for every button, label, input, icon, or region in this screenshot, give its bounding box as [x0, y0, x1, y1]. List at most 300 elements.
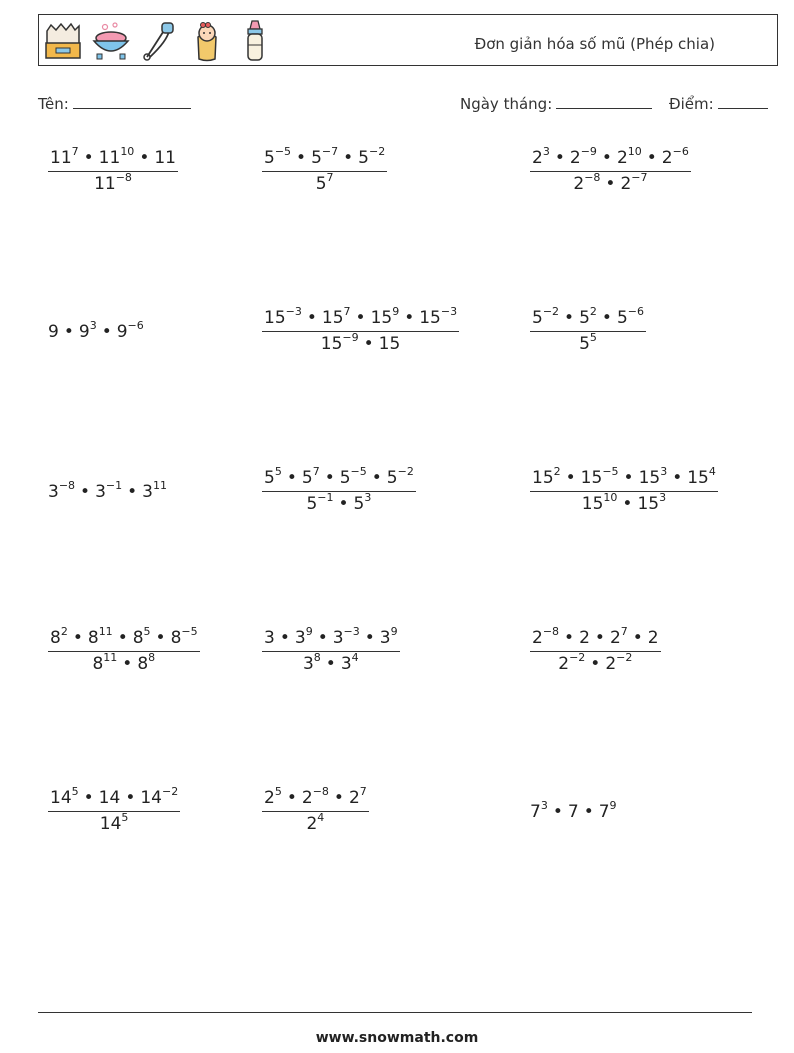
base: 7 [530, 802, 541, 822]
safety-pin-icon [139, 19, 179, 63]
exponent: 9 [392, 305, 400, 318]
power-term [264, 628, 275, 648]
multiply-dot: • [646, 148, 657, 168]
base: 2 [306, 814, 318, 834]
power-term [358, 145, 386, 168]
base: 5 [315, 174, 327, 194]
power-term [579, 331, 597, 354]
exponent: 3 [364, 491, 372, 504]
score-label: Điểm: [669, 95, 714, 113]
power-term [532, 465, 561, 488]
exponent: 3 [540, 799, 548, 812]
power-term [264, 305, 302, 328]
multiply-dot: • [325, 654, 336, 674]
exponent: 5 [274, 465, 282, 478]
base: 5 [306, 494, 318, 514]
exponent: −1 [105, 479, 123, 492]
expression [264, 625, 398, 648]
problem-item [48, 319, 144, 342]
tissue-box-icon [43, 19, 83, 63]
power-term [348, 785, 367, 808]
power-term [301, 465, 320, 488]
expression [532, 625, 659, 648]
power-term [264, 145, 292, 168]
power-term [379, 334, 401, 354]
exponent: −5 [602, 465, 619, 478]
multiply-dot: • [155, 628, 166, 648]
problem-item [48, 145, 178, 194]
base: 15 [581, 494, 604, 514]
exponent: 7 [620, 625, 628, 638]
problem-item [262, 145, 387, 194]
exponent: 5 [274, 785, 282, 798]
power-term [302, 651, 321, 674]
multiply-dot: • [404, 308, 415, 328]
base: 2 [348, 788, 360, 808]
base: 14 [98, 788, 121, 808]
numerator [262, 785, 369, 812]
exponent: −5 [350, 465, 367, 478]
base: 3 [95, 482, 106, 502]
power-term [569, 145, 597, 168]
exponent: 9 [390, 625, 398, 638]
power-term [87, 625, 113, 648]
exponent: −2 [616, 651, 633, 664]
exponent: −7 [631, 171, 648, 184]
exponent: 7 [71, 145, 79, 158]
power-term [661, 145, 689, 168]
multiply-dot: • [552, 802, 563, 822]
power-term [532, 305, 560, 328]
date-field [460, 93, 652, 113]
exponent: 4 [351, 651, 359, 664]
multiply-dot: • [117, 628, 128, 648]
multiply-dot: • [317, 628, 328, 648]
score-blank[interactable] [718, 93, 768, 109]
multiply-dot: • [279, 628, 290, 648]
expression [92, 651, 156, 674]
expression [48, 319, 144, 342]
base: 15 [321, 308, 344, 328]
exponent: 8 [148, 651, 156, 664]
power-term [648, 628, 659, 648]
base: 3 [302, 654, 314, 674]
exponent: 4 [317, 811, 325, 824]
multiply-dot: • [601, 308, 612, 328]
denominator [530, 652, 661, 674]
base: 2 [609, 628, 621, 648]
multiply-dot: • [83, 788, 94, 808]
power-term [616, 145, 642, 168]
power-term [616, 305, 644, 328]
base: 5 [264, 468, 275, 488]
multiply-dot: • [122, 654, 133, 674]
fraction [262, 305, 459, 354]
power-term [579, 305, 597, 328]
exponent: −2 [368, 145, 386, 158]
expression [94, 171, 132, 194]
name-label: Tên: [38, 95, 69, 113]
multiply-dot: • [343, 148, 354, 168]
numerator [262, 145, 387, 172]
base: 8 [132, 628, 144, 648]
numerator [530, 145, 691, 172]
score-field [669, 93, 768, 113]
expression [302, 651, 359, 674]
base: 11 [154, 148, 176, 168]
base: 15 [687, 468, 709, 488]
base: 7 [567, 802, 579, 822]
name-blank[interactable] [73, 93, 191, 109]
fraction [530, 305, 646, 354]
base: 5 [532, 308, 543, 328]
base: 3 [340, 654, 352, 674]
denominator [262, 492, 416, 514]
power-term [94, 171, 132, 194]
fraction [530, 465, 718, 514]
multiply-dot: • [590, 654, 601, 674]
exponent: −1 [317, 491, 334, 504]
expression [530, 799, 617, 822]
power-term [170, 625, 198, 648]
base: 3 [294, 628, 306, 648]
power-term [609, 625, 628, 648]
numerator [48, 145, 178, 172]
exponent: 10 [603, 491, 618, 504]
base: 15 [580, 468, 603, 488]
numerator [262, 465, 416, 492]
power-term [264, 785, 282, 808]
exponent: 5 [121, 811, 129, 824]
exponent: 2 [553, 465, 561, 478]
base: 2 [573, 174, 585, 194]
base: 11 [98, 148, 121, 168]
exponent: 3 [659, 491, 667, 504]
power-term [532, 625, 560, 648]
exponent: 9 [305, 625, 313, 638]
exponent: −7 [321, 145, 339, 158]
expression [50, 145, 176, 168]
exponent: 5 [143, 625, 151, 638]
base: 3 [142, 482, 153, 502]
multiply-dot: • [623, 468, 634, 488]
exponent: 7 [326, 171, 334, 184]
exponent: −8 [542, 625, 560, 638]
power-term [140, 785, 179, 808]
expression [532, 145, 689, 168]
multiply-dot: • [306, 308, 317, 328]
exponent: −2 [397, 465, 414, 478]
power-term [132, 625, 151, 648]
base: 5 [386, 468, 398, 488]
exponent: 11 [98, 625, 113, 638]
base: 8 [87, 628, 99, 648]
exponent: −5 [274, 145, 292, 158]
worksheet-header [38, 14, 778, 66]
multiply-dot: • [338, 494, 349, 514]
numerator [48, 625, 200, 652]
expression [532, 465, 716, 488]
expression [306, 811, 325, 834]
problem-item [262, 465, 416, 514]
power-term [301, 785, 329, 808]
exponent: −8 [584, 171, 601, 184]
power-term [598, 799, 617, 822]
power-term [48, 322, 59, 342]
multiply-dot: • [101, 322, 112, 342]
expression [558, 651, 633, 674]
base: 3 [332, 628, 344, 648]
base: 3 [379, 628, 391, 648]
multiply-dot: • [601, 148, 612, 168]
base: 15 [378, 334, 401, 354]
date-blank[interactable] [556, 93, 652, 109]
base: 8 [137, 654, 149, 674]
expression [306, 491, 372, 514]
fraction [262, 625, 400, 674]
multiply-dot: • [554, 148, 565, 168]
power-term [98, 145, 135, 168]
base: 5 [311, 148, 322, 168]
exponent: −8 [58, 479, 76, 492]
numerator [530, 625, 661, 652]
exponent: 11 [103, 651, 118, 664]
multiply-dot: • [594, 628, 605, 648]
base: 7 [598, 802, 610, 822]
power-term [353, 491, 372, 514]
denominator [262, 332, 459, 354]
base: 2 [569, 148, 581, 168]
power-term [99, 811, 129, 834]
base: 15 [320, 334, 343, 354]
problem-item [48, 479, 167, 502]
base: 15 [264, 308, 286, 328]
base: 11 [50, 148, 72, 168]
base: 5 [353, 494, 365, 514]
multiply-dot: • [286, 788, 297, 808]
fraction [48, 785, 180, 834]
base: 9 [78, 322, 90, 342]
exponent: −9 [342, 331, 359, 344]
multiply-dot: • [127, 482, 138, 502]
base: 14 [140, 788, 162, 808]
problem-item [262, 625, 400, 674]
fraction [530, 145, 691, 194]
problem-item [530, 465, 718, 514]
multiply-dot: • [564, 308, 575, 328]
power-term [580, 465, 619, 488]
base: 2 [616, 148, 628, 168]
multiply-dot: • [371, 468, 382, 488]
base: 11 [94, 174, 116, 194]
expression [532, 305, 644, 328]
power-term [264, 465, 282, 488]
numerator [530, 305, 646, 332]
power-term [95, 479, 123, 502]
numerator [262, 305, 459, 332]
exponent: 2 [60, 625, 68, 638]
expression [264, 785, 367, 808]
power-term [532, 145, 550, 168]
power-term [315, 171, 334, 194]
base: 2 [605, 654, 617, 674]
expression [50, 625, 198, 648]
exponent: 8 [313, 651, 321, 664]
power-term [50, 625, 68, 648]
fraction [262, 465, 416, 514]
exponent: −6 [627, 305, 644, 318]
denominator [262, 652, 400, 674]
expression [579, 331, 597, 354]
multiply-dot: • [333, 788, 344, 808]
header-icons [43, 19, 275, 63]
power-term [579, 628, 590, 648]
fraction [530, 625, 661, 674]
exponent: −3 [285, 305, 302, 318]
exponent: −5 [181, 625, 198, 638]
numerator [262, 625, 400, 652]
base: 2 [620, 174, 632, 194]
base: 9 [116, 322, 128, 342]
exponent: −2 [161, 785, 179, 798]
base: 2 [532, 628, 543, 648]
fraction [262, 145, 387, 194]
denominator [530, 492, 718, 514]
exponent: −3 [343, 625, 360, 638]
base: 15 [638, 468, 661, 488]
denominator [48, 172, 178, 194]
base: 9 [48, 322, 59, 342]
multiply-dot: • [139, 148, 150, 168]
fraction [262, 785, 369, 834]
exponent: 3 [542, 145, 550, 158]
exponent: 10 [627, 145, 642, 158]
multiply-dot: • [364, 628, 375, 648]
problem-item [530, 145, 691, 194]
multiply-dot: • [564, 628, 575, 648]
power-term [568, 802, 579, 822]
exponent: −6 [127, 319, 144, 332]
expression [573, 171, 648, 194]
baby-bottle-icon [235, 19, 275, 63]
power-term [638, 465, 668, 488]
base: 15 [532, 468, 554, 488]
exponent: 7 [343, 305, 351, 318]
numerator [530, 465, 718, 492]
multiply-dot: • [125, 788, 136, 808]
exponent: −6 [672, 145, 689, 158]
denominator [530, 172, 691, 194]
power-term [573, 171, 601, 194]
power-term [154, 148, 176, 168]
multiply-dot: • [632, 628, 643, 648]
power-term [379, 625, 398, 648]
multiply-dot: • [583, 802, 594, 822]
swaddled-baby-icon [187, 19, 227, 63]
base: 8 [50, 628, 61, 648]
power-term [116, 319, 144, 342]
power-term [332, 625, 360, 648]
denominator [48, 812, 180, 834]
base: 14 [50, 788, 72, 808]
power-term [340, 651, 359, 674]
multiply-dot: • [83, 148, 94, 168]
problem-item [48, 785, 180, 834]
multiply-dot: • [605, 174, 616, 194]
exponent: 9 [609, 799, 617, 812]
exponent: 4 [708, 465, 716, 478]
footer-divider [38, 1012, 752, 1013]
power-term [558, 651, 586, 674]
worksheet-title: Đơn giản hóa số mũ (Phép chia) [474, 35, 715, 53]
power-term [92, 651, 118, 674]
base: 3 [264, 628, 275, 648]
base: 15 [370, 308, 393, 328]
expression [264, 145, 386, 168]
power-term [294, 625, 313, 648]
base: 5 [339, 468, 351, 488]
expression [264, 305, 458, 328]
base: 8 [170, 628, 182, 648]
base: 5 [616, 308, 628, 328]
multiply-dot: • [363, 334, 374, 354]
expression [581, 491, 667, 514]
power-term [48, 479, 76, 502]
exponent: −2 [542, 305, 560, 318]
multiply-dot: • [296, 148, 307, 168]
power-term [311, 145, 339, 168]
expression [48, 479, 167, 502]
power-term [320, 331, 359, 354]
problem-item [530, 625, 661, 674]
base: 15 [637, 494, 660, 514]
expression [315, 171, 334, 194]
multiply-dot: • [672, 468, 683, 488]
power-term [419, 305, 458, 328]
fraction [48, 145, 178, 194]
exponent: −8 [115, 171, 132, 184]
denominator [262, 812, 369, 834]
base: 5 [579, 334, 590, 354]
expression [50, 785, 179, 808]
multiply-dot: • [622, 494, 633, 514]
numerator [48, 785, 180, 812]
denominator [48, 652, 200, 674]
exponent: 3 [660, 465, 668, 478]
problem-item [262, 305, 459, 354]
base: 5 [301, 468, 313, 488]
power-term [50, 785, 79, 808]
fraction [48, 625, 200, 674]
base: 14 [99, 814, 122, 834]
base: 2 [647, 628, 659, 648]
multiply-dot: • [324, 468, 335, 488]
power-term [530, 799, 548, 822]
power-term [620, 171, 648, 194]
footer-website: www.snowmath.com [315, 1030, 479, 1046]
multiply-dot: • [80, 482, 91, 502]
baby-bath-icon [91, 19, 131, 63]
base: 15 [419, 308, 441, 328]
exponent: 5 [589, 331, 597, 344]
problem-item [530, 305, 646, 354]
problem-item [530, 799, 617, 822]
multiply-dot: • [565, 468, 576, 488]
base: 3 [48, 482, 59, 502]
expression [99, 811, 129, 834]
multiply-dot: • [63, 322, 74, 342]
base: 5 [358, 148, 369, 168]
